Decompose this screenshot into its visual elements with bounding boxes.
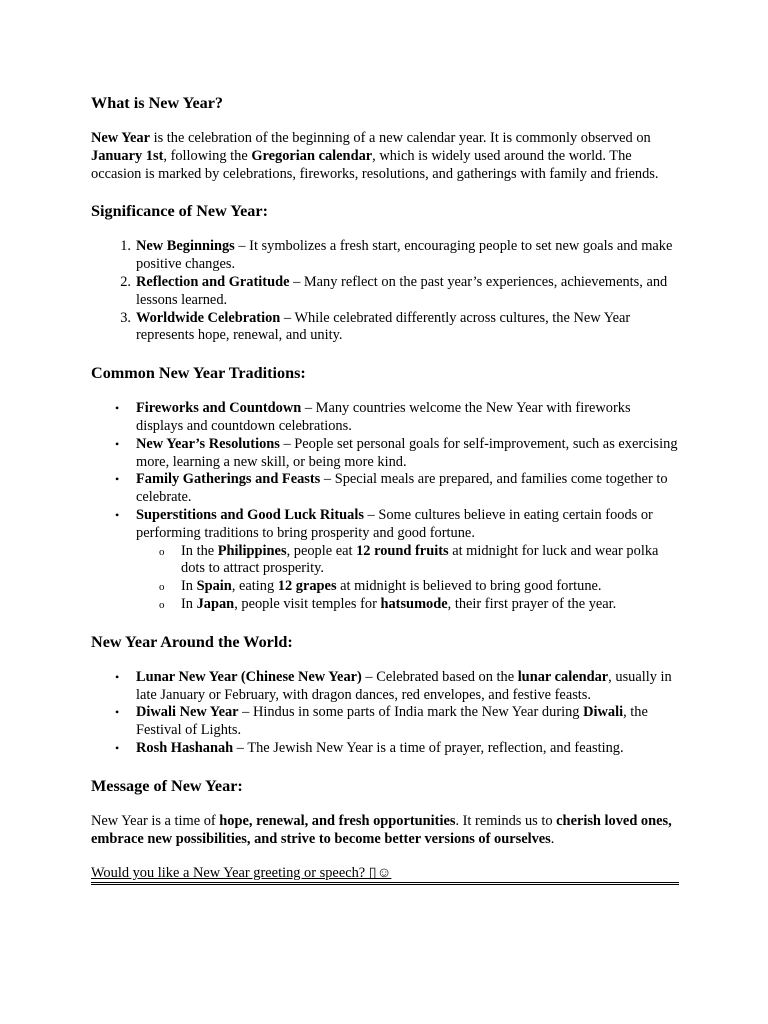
item-text: – It symbolizes a fresh start, encouraging people to set new goals and make positive changes. — [136, 238, 673, 273]
list-item — [91, 669, 679, 705]
sub-text: , people eat — [286, 542, 357, 559]
significance-heading: Significance of New Year: — [91, 202, 268, 221]
list-item — [91, 740, 679, 758]
item-highlight: Diwali — [583, 704, 624, 721]
bullet-icon: • — [115, 669, 120, 684]
list-number: 1. — [120, 238, 131, 255]
world-heading: New Year Around the World: — [91, 632, 293, 651]
item-title: New Year’s Resolutions — [136, 435, 280, 452]
list-item — [91, 471, 679, 507]
item-text: – The Jewish New Year is a time of prayer, reflection, and feasting. — [233, 739, 624, 756]
item-text: – Celebrated based on the — [361, 668, 518, 685]
item-title: Fireworks and Countdown — [136, 400, 302, 417]
sub-highlight: hatsumode — [380, 595, 448, 612]
sub-highlight: 12 round fruits — [356, 542, 449, 559]
message-paragraph — [91, 813, 679, 849]
intro-text-1: is the celebration of the beginning of a new calendar year. It is commonly observed on — [150, 130, 651, 146]
intro-calendar: Gregorian calendar — [251, 147, 373, 164]
sub-list-item — [91, 543, 679, 579]
sub-list — [136, 543, 679, 614]
traditions-heading: Common New Year Traditions: — [91, 364, 306, 383]
list-item — [91, 507, 679, 614]
sub-country: Spain — [196, 578, 232, 595]
item-title: Superstitions and Good Luck Rituals — [136, 506, 364, 523]
item-text: – Some cultures believe in eating certain foods or performing traditions to bring prosperity and good fortune. — [136, 506, 653, 541]
circle-bullet-icon: o — [159, 545, 165, 558]
message-highlight: cherish loved ones, embrace new possibilities, and strive to become better versions of ourselves — [91, 812, 672, 847]
intro-text-3: , which is widely used around the world. The occasion is marked by celebrations, fireworks, resolutions, and gatherings with family and friends. — [91, 147, 659, 182]
document-body — [91, 92, 679, 885]
item-text: , usually in late January or February, with dragon dances, red envelopes, and festive feasts. — [136, 668, 672, 703]
sub-list-item — [91, 596, 679, 614]
sub-text: , eating — [231, 578, 278, 595]
list-number: 3. — [120, 309, 131, 326]
intro-date: January 1st — [91, 147, 164, 164]
bullet-icon: • — [115, 436, 120, 451]
list-item — [91, 274, 679, 310]
bullet-icon: • — [115, 740, 120, 755]
message-highlight: hope, renewal, and fresh opportunities — [219, 812, 456, 829]
sub-text: In — [181, 578, 197, 595]
intro-term: New Year — [91, 130, 151, 146]
item-text: – While celebrated differently across cultures, the New Year represents hope, renewal, and unity. — [136, 309, 631, 344]
sub-highlight: 12 grapes — [277, 578, 337, 595]
list-item — [91, 238, 679, 274]
item-highlight: lunar calendar — [517, 668, 609, 685]
item-title: Reflection and Gratitude — [136, 273, 290, 290]
item-text: – Special meals are prepared, and families come together to celebrate. — [136, 471, 668, 506]
sub-list-item — [91, 578, 679, 596]
intro-text-2: , following the — [163, 147, 252, 164]
item-title: Diwali New Year — [136, 704, 239, 721]
circle-bullet-icon: o — [159, 598, 165, 611]
closing-question: Would you like a New Year greeting or speech? ▯☺ — [91, 865, 679, 885]
message-text: . It reminds us to — [455, 812, 557, 829]
item-title: New Beginnings — [136, 238, 235, 255]
bullet-icon: • — [115, 507, 120, 522]
list-number: 2. — [120, 273, 131, 290]
sub-text: , people visit temples for — [234, 595, 381, 612]
sub-country: Philippines — [217, 542, 287, 559]
item-text: , the Festival of Lights. — [136, 704, 648, 739]
sub-text: , their first prayer of the year. — [447, 595, 617, 612]
item-text: – Many reflect on the past year’s experiences, achievements, and lessons learned. — [136, 273, 668, 308]
circle-bullet-icon: o — [159, 581, 165, 594]
world-list — [91, 669, 679, 758]
sub-text: at midnight is believed to bring good fortune. — [336, 578, 602, 595]
item-title: Worldwide Celebration — [136, 309, 281, 326]
sub-text: at midnight for luck and wear polka dots to attract prosperity. — [181, 542, 659, 577]
sub-text: In the — [181, 542, 218, 559]
message-heading: Message of New Year: — [91, 776, 243, 795]
sub-country: Japan — [196, 595, 235, 612]
list-item — [91, 310, 679, 346]
item-text: – Hindus in some parts of India mark the New Year during — [238, 704, 584, 721]
significance-list — [91, 238, 679, 345]
message-text: . — [550, 830, 555, 847]
intro-paragraph — [91, 130, 679, 183]
item-text: – Many countries welcome the New Year with fireworks displays and countdown celebrations. — [136, 400, 631, 434]
traditions-list — [91, 400, 679, 614]
item-title: Lunar New Year (Chinese New Year) — [136, 668, 362, 685]
list-item — [91, 704, 679, 740]
bullet-icon: • — [115, 401, 120, 416]
list-item — [91, 436, 679, 472]
page-title: What is New Year? — [91, 94, 224, 112]
bullet-icon: • — [115, 705, 120, 720]
list-item — [91, 400, 679, 436]
item-text: – People set personal goals for self-improvement, such as exercising more, learning a new skill, or being more kind. — [136, 435, 678, 470]
item-title: Rosh Hashanah — [136, 739, 234, 756]
bullet-icon: • — [115, 472, 120, 487]
item-title: Family Gatherings and Feasts — [136, 471, 321, 488]
sub-text: In — [181, 595, 197, 612]
message-text: New Year is a time of — [91, 812, 220, 829]
